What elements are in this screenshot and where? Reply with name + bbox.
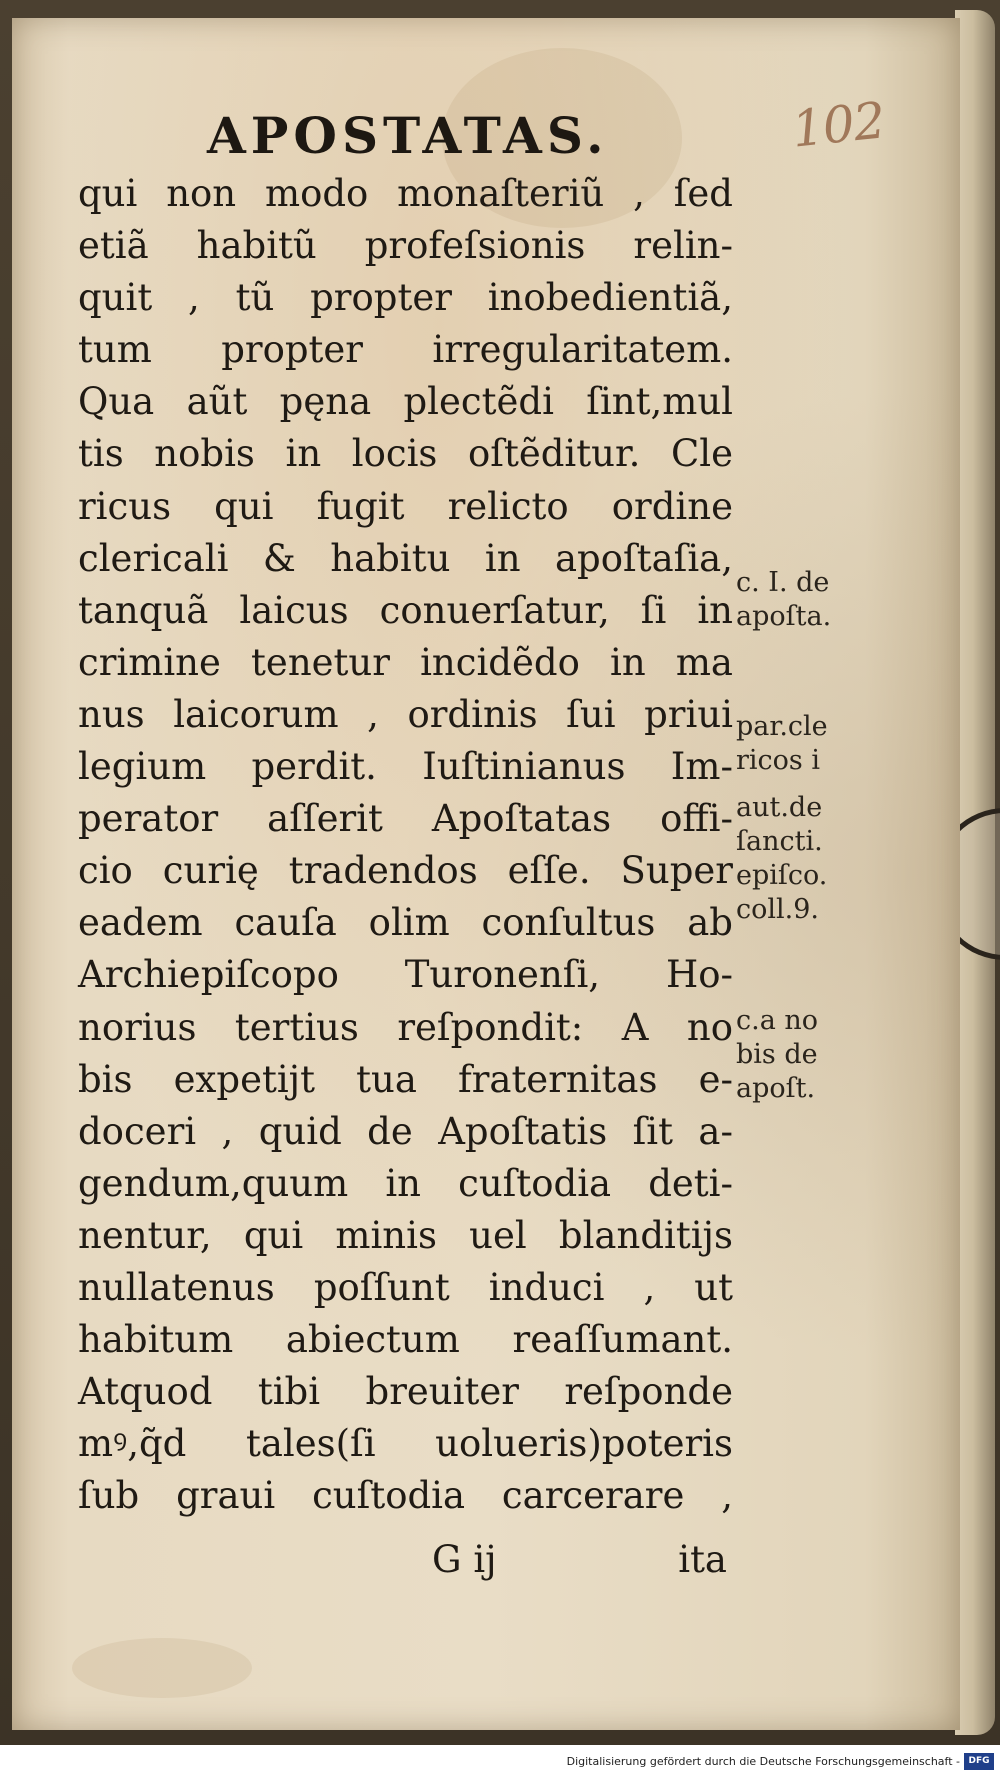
text-line: ricus qui fugit relicto ordine [78,484,733,528]
text-line: tanquã laicus conuerſatur, ſi in [78,588,733,632]
text-line: nentur, qui minis uel blanditijs [78,1213,733,1257]
text-line: norius tertius reſpondit: A no [78,1005,733,1049]
margin-note-line: ſancti. [736,826,823,857]
text-line: Archiepiſcopo Turonenſi, Ho- [78,953,733,997]
signature-mark: G ij [432,1538,497,1581]
text-line: ſub graui cuſtodia carcerare , [78,1474,733,1518]
text-line: nus laicorum , ordinis ſui priui [78,692,733,736]
body-text [78,168,733,1522]
text-line: cio curię tradendos eſſe. Super [78,849,733,893]
margin-note-line: coll.9. [736,894,819,925]
margin-note [736,791,827,927]
text-line: tis nobis in locis oſtẽditur. Cle [78,432,733,476]
running-head: APOSTATAS. [207,106,609,165]
margin-note-line: apoſt. [736,1073,816,1104]
margin-note [736,1004,818,1106]
margin-note-line: bis de [736,1039,818,1070]
text-line: gendum,quum in cuſtodia deti- [78,1161,733,1205]
text-line: quit , tũ propter inobedientiã, [78,276,733,320]
funding-credit: Digitalisierung gefördert durch die Deutsche Forschungsgemeinschaft - [566,1755,960,1768]
margin-note-line: c.a no [736,1005,819,1036]
margin-note-line: apoſta. [736,601,832,632]
text-line: clericali & habitu in apoſtaſia, [78,536,733,580]
stain [72,1638,252,1698]
text-line: perator aſſerit Apoſtatas offi- [78,797,733,841]
text-line: etiã habitũ profeſsionis relin- [78,224,733,268]
margin-note [736,566,831,634]
margin-note [736,710,828,778]
text-line: nullatenus poſſunt induci , ut [78,1265,733,1309]
text-line: crimine tenetur incidẽdo in ma [78,640,733,684]
text-line: habitum abiectum reaſſumant. [78,1318,733,1362]
text-line: qui non modo monaſteriũ , ſed [78,172,733,215]
text-line: Qua aũt pęna plectẽdi ſint,mul [78,380,733,424]
text-line: eadem cauſa olim conſultus ab [78,901,733,945]
folio-number: 102 [789,91,888,159]
text-line: tum propter irregularitatem. [78,328,733,372]
footer-bar [0,1745,1000,1781]
margin-note-line: aut.de [736,792,823,823]
text-line: Atquod tibi breuiter reſponde [78,1370,733,1414]
margin-note-line: ricos i [736,745,820,776]
margin-note-line: c. I. de [736,567,830,598]
text-line: doceri , quid de Apoſtatis ſit a- [78,1109,733,1153]
catchword: ita [678,1538,727,1581]
margin-note-line: par.cle [736,711,828,742]
page [12,18,960,1730]
text-line: mꝰ,q̃d tales(ſi uolueris)poteris [78,1422,733,1466]
signature-line [432,1538,727,1590]
text-line: bis expetijt tua fraternitas e- [78,1057,733,1101]
dfg-logo: DFG [964,1753,994,1770]
text-line: legium perdit. Iuſtinianus Im- [78,745,733,789]
margin-note-line: epiſco. [736,860,828,891]
